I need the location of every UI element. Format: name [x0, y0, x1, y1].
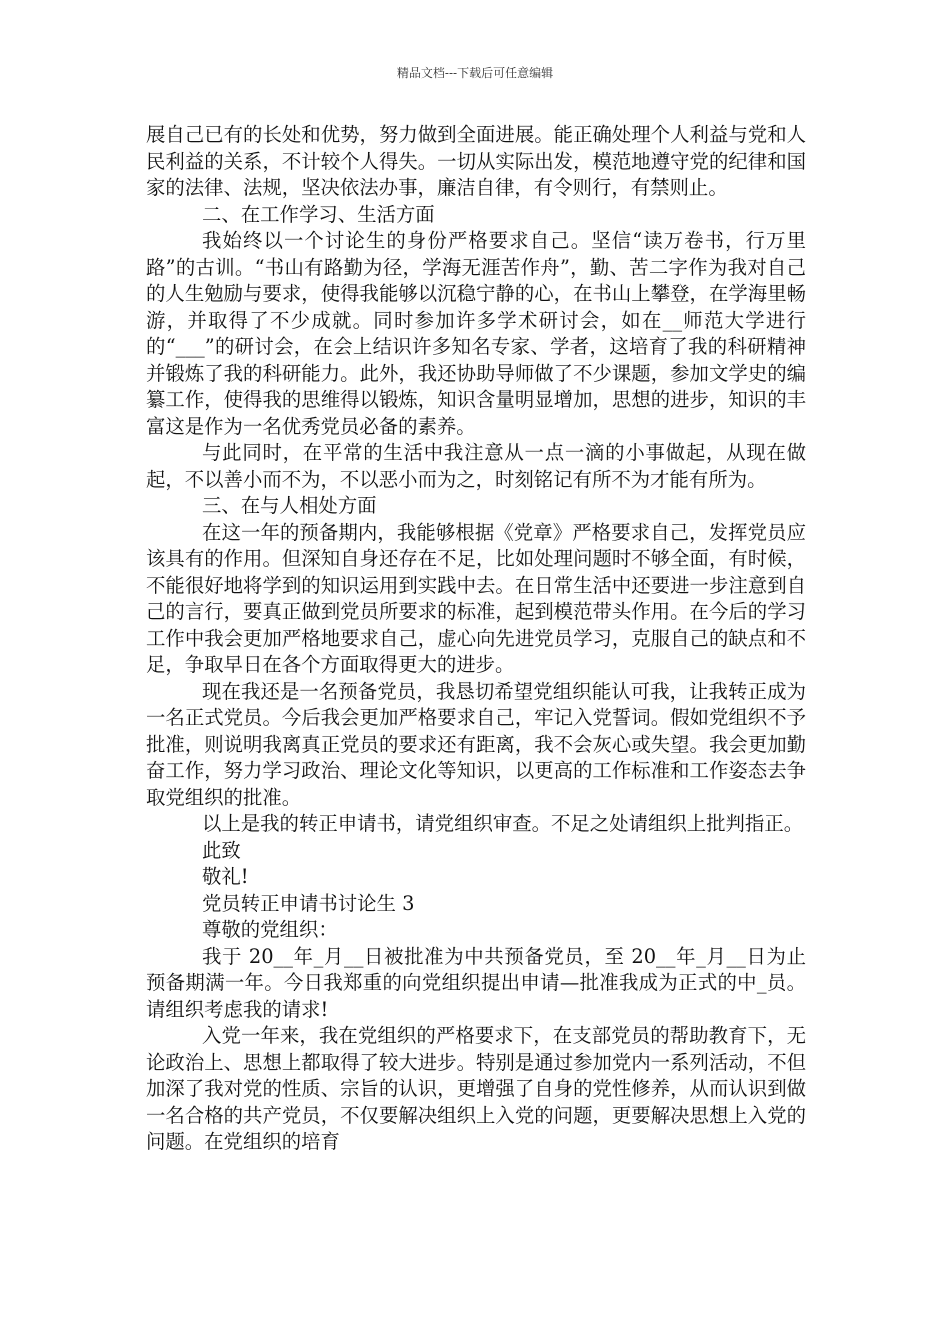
section-heading-work-study-life: 二、在工作学习、生活方面 [202, 202, 435, 226]
letter-title: 党员转正申请书讨论生 3 [202, 891, 415, 915]
closing-regards: 敬礼! [202, 865, 249, 888]
paragraph: 与此同时，在平常的生活中我注意从一点一滴的小事做起，从现在做起，不以善小而不为，不以恶小而为之，时刻铭记有所不为才能有所为。 [146, 441, 806, 491]
letter-greeting: 尊敬的党组织： [202, 918, 338, 941]
paragraph: 我于 20__年_月__日被批准为中共预备党员，至 20__年_月__日为止预备期满一年。今日我郑重的向党组织提出申请—批准我成为正式的中_员。请组织考虑我的请求! [146, 944, 806, 1021]
paragraph: 在这一年的预备期内，我能够根据《党章》严格要求自己，发挥党员应该具有的作用。但深知自身还存在不足，比如处理问题时不够全面，有时候，不能很好地将学到的知识运用到实践中去。在日常生活中还要进一步注意到自己的言行，要真正做到党员所要求的标准，起到模范带头作用。在今后的学习工作中我会更加严格地要求自己，虚心向先进党员学习，克服自己的缺点和不足，争取早日在各个方面取得更大的进步。 [146, 520, 806, 676]
section-heading-relationships: 三、在与人相处方面 [202, 494, 377, 517]
page-header: 精品文档---下载后可任意编辑 [396, 66, 554, 80]
paragraph: 现在我还是一名预备党员，我恳切希望党组织能认可我，让我转正成为一名正式党员。今后我会更加严格要求自己，牢记入党誓词。假如党组织不予批准，则说明我离真正党员的要求还有距离，我不会灰心或失望。我会更加勤奋工作，努力学习政治、理论文化等知识，以更高的工作标准和工作姿态去争取党组织的批准。 [146, 679, 806, 809]
paragraph: 我始终以一个讨论生的身份严格要求自己。坚信“读万卷书，行万里路”的古训。“书山有路勤为径，学海无涯苦作舟”，勤、苦二字作为我对自己的人生勉励与要求，使得我能够以沉稳宁静的心，在书山上攀登，在学海里畅游，并取得了不少成就。同时参加许多学术研讨会，如在__师范大学进行的“___”的研讨会，在会上结识许多知名专家、学者，这培育了我的科研精神并锻炼了我的科研能力。此外，我还协助导师做了不少课题，参加文学史的编纂工作，使得我的思维得以锻炼，知识含量明显增加，思想的进步，知识的丰富这是作为一名优秀党员必备的素养。 [146, 229, 806, 438]
paragraph: 入党一年来，我在党组织的严格要求下，在支部党员的帮助教育下，无论政治上、思想上都取得了较大进步。特别是通过参加党内一系列活动，不但加深了我对党的性质、宗旨的认识，更增强了自身的党性修养，从而认识到做一名合格的共产党员，不仅要解决组织上入党的问题，更要解决思想上入党的问题。在党组织的培育 [146, 1024, 806, 1153]
paragraph: 以上是我的转正申请书，请党组织审查。不足之处请组织上批判指正。 [202, 812, 804, 835]
document-body [146, 122, 806, 1156]
paragraph: 展自己已有的长处和优势，努力做到全面进展。能正确处理个人利益与党和人民利益的关系，不计较个人得失。一切从实际出发，模范地遵守党的纪律和国家的法律、法规，坚决依法办事，廉洁自律，有令则行，有禁则止。 [146, 123, 806, 199]
closing-salutation: 此致 [202, 838, 241, 862]
